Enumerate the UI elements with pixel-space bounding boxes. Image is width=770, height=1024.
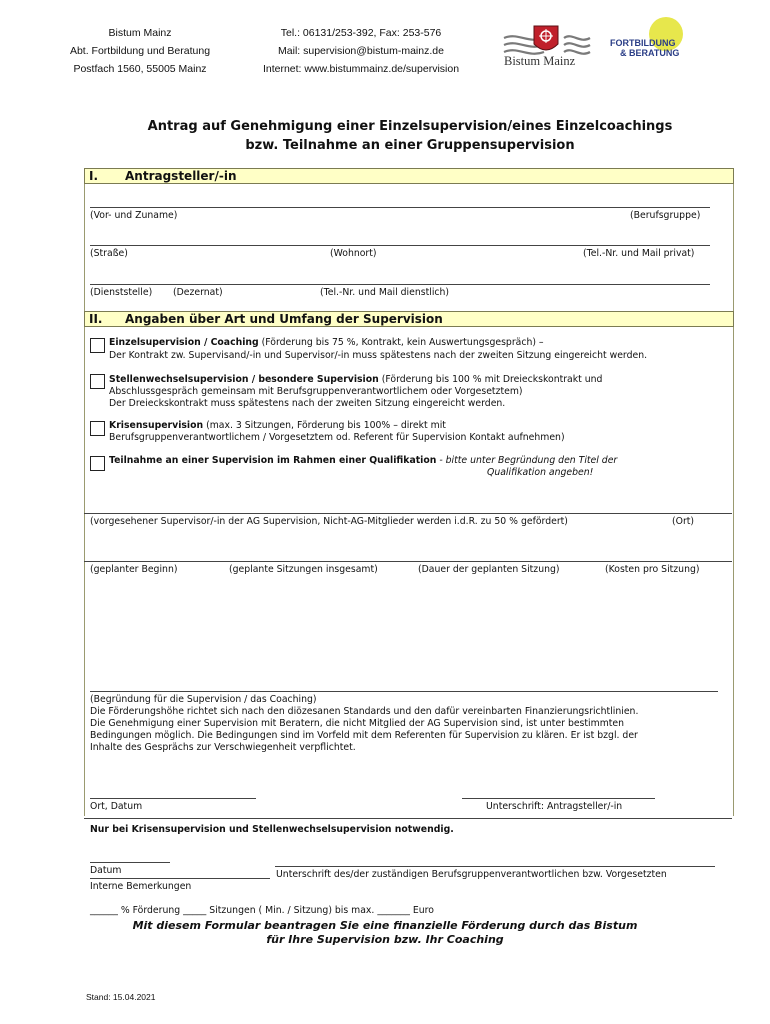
opt3-line2: Berufsgruppenverantwortlichem / Vorgesetztem od. Referent für Supervision Kontakt aufnehmen) bbox=[109, 432, 565, 443]
internal-line bbox=[90, 878, 270, 879]
opt1-text bbox=[109, 337, 544, 350]
org-postbox: Postfach 1560, 55005 Mainz bbox=[73, 63, 207, 75]
name-line[interactable] bbox=[90, 207, 710, 208]
label-place-date: Ort, Datum bbox=[90, 801, 143, 812]
contact-phone: Tel.: 06131/253-392, Fax: 253-576 bbox=[280, 27, 442, 39]
label-city: (Wohnort) bbox=[330, 248, 377, 259]
page-title: Antrag auf Genehmigung einer Einzelsupervision/eines Einzelcoachings bbox=[147, 119, 673, 134]
reason-para-4: Inhalte des Gesprächs zur Verschwiegenheit verpflichtet. bbox=[90, 742, 356, 753]
checkbox-krisensupervision[interactable] bbox=[90, 421, 105, 436]
section2-header bbox=[84, 311, 734, 327]
section1-title: Antragsteller/-in bbox=[125, 169, 237, 183]
section1-number: I. bbox=[89, 169, 99, 183]
footer-line2: für Ihre Supervision bzw. Ihr Coaching bbox=[266, 933, 504, 946]
label-street: (Straße) bbox=[90, 248, 128, 259]
opt3-text bbox=[109, 420, 446, 433]
label-date: Datum bbox=[90, 865, 122, 876]
logo-fb-line1: FORTBILDUNG bbox=[610, 38, 676, 48]
responsible-signature-line[interactable] bbox=[275, 866, 715, 867]
opt2-line2: Abschlussgespräch gemeinsam mit Berufsgruppenverantwortlichem oder Vorgesetztem) bbox=[109, 386, 523, 397]
logo-text: Bistum Mainz bbox=[504, 54, 576, 68]
signature-line[interactable] bbox=[462, 798, 655, 799]
planning-line[interactable] bbox=[84, 561, 732, 562]
funding-line[interactable]: ______ % Förderung _____ Sitzungen ( Min. / Sitzung) bis max. _______ Euro bbox=[90, 905, 434, 916]
opt2-title: Stellenwechselsupervision / besondere Supervision bbox=[109, 374, 379, 385]
version-stand: Stand: 15.04.2021 bbox=[86, 992, 156, 1002]
label-duration: (Dauer der geplanten Sitzung) bbox=[418, 564, 560, 575]
opt2-desc: (Förderung bis 100 % mit Dreieckskontrakt und bbox=[381, 374, 603, 385]
opt2-text bbox=[109, 374, 602, 387]
opt1-line2: Der Kontrakt zw. Supervisand/-in und Supervisor/-in muss spätestens nach der zweiten Sitzung eingereicht werden. bbox=[109, 350, 648, 361]
checkbox-einzelsupervision[interactable] bbox=[90, 338, 105, 353]
label-tel-private: (Tel.-Nr. und Mail privat) bbox=[583, 248, 695, 259]
label-deanery: (Dezernat) bbox=[173, 287, 223, 298]
reason-para-3: Bedingungen möglich. Die Bedingungen sind im Vorfeld mit dem Referenten für Supervision zu klären. Er ist bzgl. der bbox=[90, 730, 638, 741]
label-name: (Vor- und Zuname) bbox=[90, 210, 178, 221]
label-internal: Interne Bemerkungen bbox=[90, 881, 192, 892]
opt1-desc: (Förderung bis 75 %, Kontrakt, kein Auswertungsgespräch) – bbox=[261, 337, 544, 348]
opt1-title: Einzelsupervision / Coaching bbox=[109, 337, 259, 348]
place-date-line[interactable] bbox=[90, 798, 256, 799]
crisis-note: Nur bei Krisensupervision und Stellenwechselsupervision notwendig. bbox=[90, 824, 454, 835]
label-profession: (Berufsgruppe) bbox=[630, 210, 701, 221]
label-sessions: (geplante Sitzungen insgesamt) bbox=[229, 564, 378, 575]
section2-title: Angaben über Art und Umfang der Supervision bbox=[125, 312, 443, 326]
form-bottom-line bbox=[84, 818, 732, 819]
section1-header bbox=[84, 168, 734, 184]
label-supervisor: (vorgesehener Supervisor/-in der AG Supervision, Nicht-AG-Mitglieder werden i.d.R. zu 50 % gefördert) bbox=[90, 516, 568, 527]
supervisor-line[interactable] bbox=[84, 513, 732, 514]
org-department: Abt. Fortbildung und Beratung bbox=[69, 45, 211, 57]
label-signature: Unterschrift: Antragsteller/-in bbox=[486, 801, 623, 812]
page-subtitle: bzw. Teilnahme an einer Gruppensupervision bbox=[245, 138, 575, 153]
logo-fb-line2: & BERATUNG bbox=[620, 48, 680, 58]
org-name: Bistum Mainz bbox=[108, 27, 172, 39]
reason-line[interactable] bbox=[90, 691, 718, 692]
opt4-title: Teilnahme an einer Supervision im Rahmen einer Qualifikation bbox=[109, 455, 437, 466]
label-start: (geplanter Beginn) bbox=[90, 564, 178, 575]
checkbox-stellenwechsel[interactable] bbox=[90, 374, 105, 389]
contact-mail: Mail: supervision@bistum-mainz.de bbox=[278, 45, 444, 57]
footer-line1: Mit diesem Formular beantragen Sie eine finanzielle Förderung durch das Bistum bbox=[132, 919, 638, 932]
checkbox-qualifikation[interactable] bbox=[90, 456, 105, 471]
office-line[interactable] bbox=[90, 284, 710, 285]
reason-para-1: Die Förderungshöhe richtet sich nach den diözesanen Standards und den dafür vereinbarten Finanzierungsrichtlinien. bbox=[90, 706, 639, 717]
label-responsible-signature: Unterschrift des/der zuständigen Berufsgruppenverantwortlichen bzw. Vorgesetzten bbox=[276, 869, 667, 880]
reason-para-2: Die Genehmigung einer Supervision mit Beratern, die nicht Mitglied der AG Supervision sind, ist unter bestimmten bbox=[90, 718, 625, 729]
label-cost: (Kosten pro Sitzung) bbox=[605, 564, 700, 575]
opt4-text bbox=[109, 455, 617, 468]
label-reason: (Begründung für die Supervision / das Coaching) bbox=[90, 694, 317, 705]
label-place: (Ort) bbox=[672, 516, 695, 527]
section2-number: II. bbox=[89, 312, 103, 326]
opt3-title: Krisensupervision bbox=[109, 420, 204, 431]
opt3-desc: (max. 3 Sitzungen, Förderung bis 100% – direkt mit bbox=[206, 420, 446, 431]
opt2-line3: Der Dreieckskontrakt muss spätestens nach der zweiten Sitzung eingereicht werden. bbox=[109, 398, 506, 409]
label-tel-office: (Tel.-Nr. und Mail dienstlich) bbox=[320, 287, 450, 298]
opt4-line2: Qualifikation angeben! bbox=[487, 467, 594, 478]
label-office: (Dienststelle) bbox=[90, 287, 153, 298]
bistum-logo bbox=[498, 16, 728, 76]
contact-internet: Internet: www.bistummainz.de/supervision bbox=[262, 63, 460, 75]
opt4-desc: - bitte unter Begründung den Titel der bbox=[439, 455, 618, 466]
date-line[interactable] bbox=[90, 862, 170, 863]
address-line[interactable] bbox=[90, 245, 710, 246]
